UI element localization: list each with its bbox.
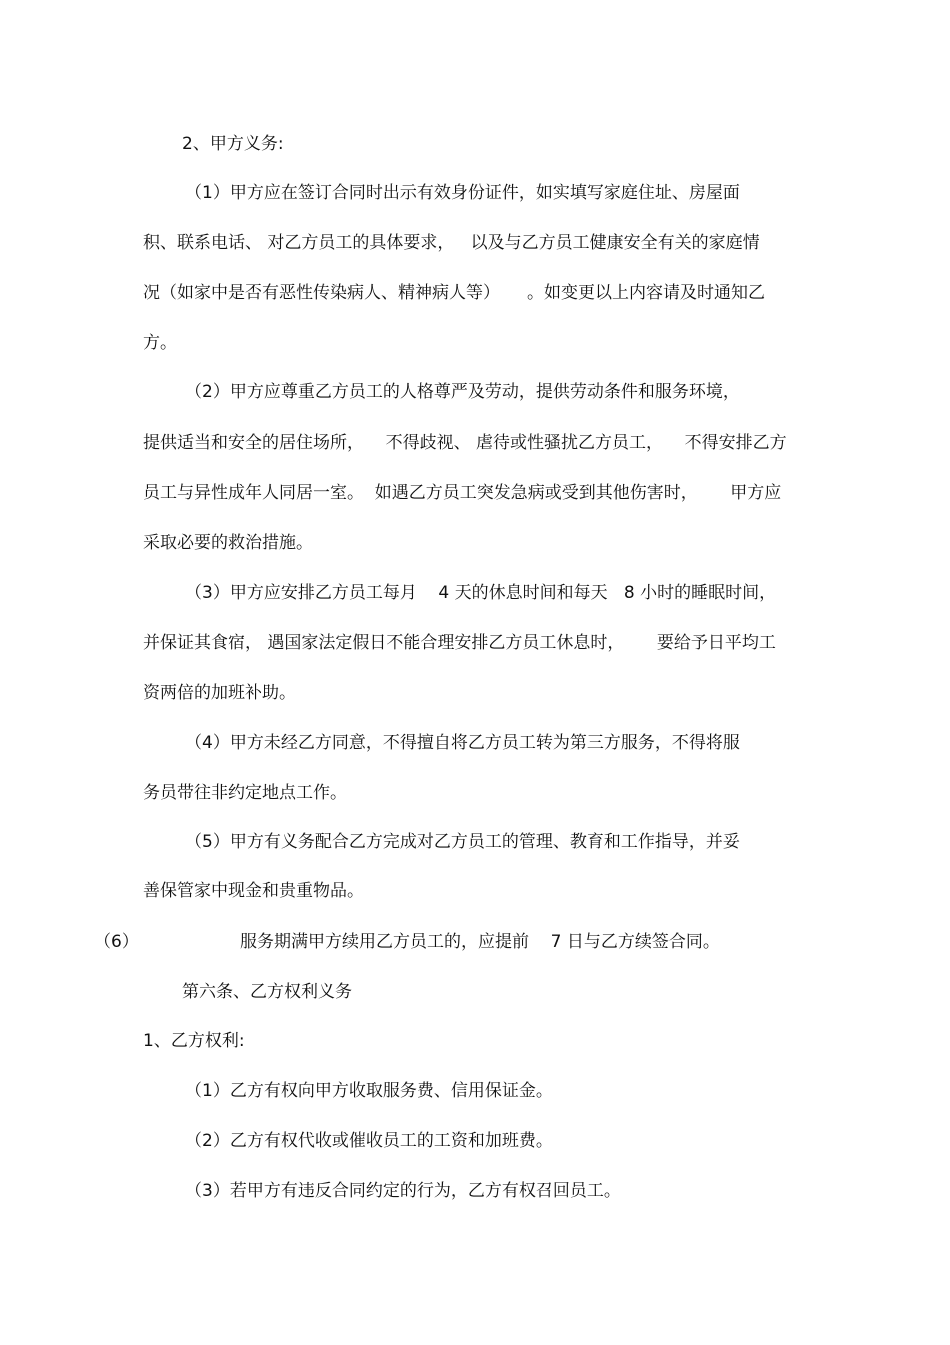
paragraph-2-line-2: 提供适当和安全的居住场所， 不得歧视、 虐待或性骚扰乙方员工， 不得安排乙方 xyxy=(143,433,787,453)
paragraph-5-line-2: 善保管家中现金和贵重物品。 xyxy=(143,881,364,901)
paragraph-1-line-3: 况（如家中是否有恶性传染病人、精神病人等） 。如变更以上内容请及时通知乙 xyxy=(143,283,766,303)
paragraph-1-line-2: 积、联系电话、 对乙方员工的具体要求， 以及与乙方员工健康安全有关的家庭情 xyxy=(143,233,760,253)
paragraph-1-line-1: （1）甲方应在签订合同时出示有效身份证件，如实填写家庭住址、房屋面 xyxy=(185,183,740,203)
obligation-heading: 2、甲方义务: xyxy=(182,134,284,154)
rights-item-2: （2）乙方有权代收或催收员工的工资和加班费。 xyxy=(185,1131,553,1151)
paragraph-2-line-3: 员工与异性成年人同居一室。 如遇乙方员工突发急病或受到其他伤害时， 甲方应 xyxy=(143,483,782,503)
paragraph-4-line-1: （4）甲方未经乙方同意，不得擅自将乙方员工转为第三方服务，不得将服 xyxy=(185,733,740,753)
rights-heading: 1、乙方权利: xyxy=(143,1031,245,1051)
paragraph-3-line-3: 资两倍的加班补助。 xyxy=(143,683,296,703)
paragraph-4-line-2: 务员带往非约定地点工作。 xyxy=(143,783,347,803)
paragraph-2-line-4: 采取必要的救治措施。 xyxy=(143,533,313,553)
paragraph-5-line-1: （5）甲方有义务配合乙方完成对乙方员工的管理、教育和工作指导，并妥 xyxy=(185,832,740,852)
paragraph-2-line-1: （2）甲方应尊重乙方员工的人格尊严及劳动，提供劳动条件和服务环境， xyxy=(185,382,740,402)
item-6-text: 服务期满甲方续用乙方员工的，应提前 7 日与乙方续签合同。 xyxy=(240,932,720,952)
article-six-heading: 第六条、乙方权利义务 xyxy=(182,982,352,1002)
rights-item-1: （1）乙方有权向甲方收取服务费、信用保证金。 xyxy=(185,1081,553,1101)
rights-item-3: （3）若甲方有违反合同约定的行为，乙方有权召回员工。 xyxy=(185,1181,621,1201)
paragraph-1-line-4: 方。 xyxy=(143,333,177,353)
paragraph-3-line-1: （3）甲方应安排乙方员工每月 4 天的休息时间和每天 8 小时的睡眠时间， xyxy=(185,583,777,603)
item-6-number: （6） xyxy=(94,932,139,952)
paragraph-3-line-2: 并保证其食宿， 遇国家法定假日不能合理安排乙方员工休息时， 要给予日平均工 xyxy=(143,633,776,653)
